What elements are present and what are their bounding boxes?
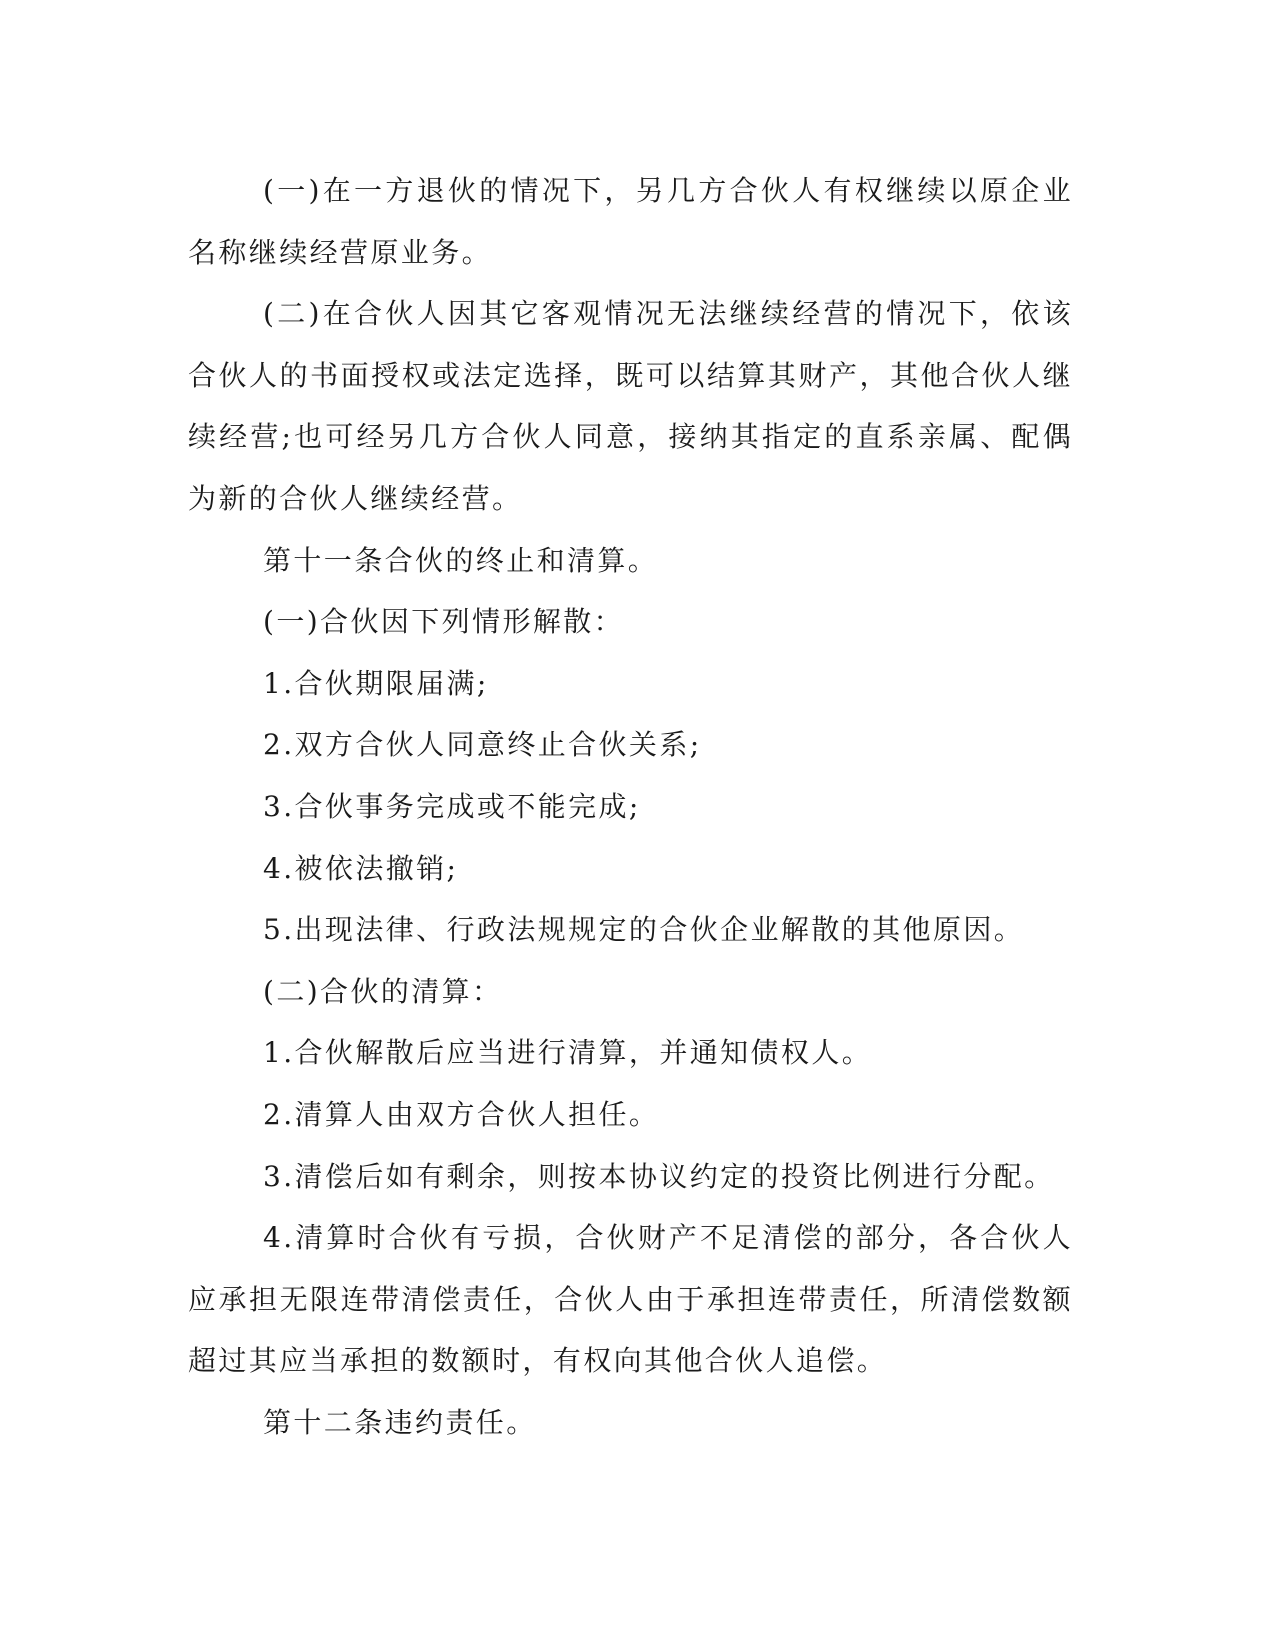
list-item-surplus-distribution: 3.清偿后如有剩余，则按本协议约定的投资比例进行分配。 bbox=[263, 1159, 1055, 1193]
list-item-business-completed: 3.合伙事务完成或不能完成; bbox=[263, 789, 641, 823]
list-item-notify-creditors: 1.合伙解散后应当进行清算，并通知债权人。 bbox=[263, 1036, 873, 1070]
list-item-liquidator: 2.清算人由双方合伙人担任。 bbox=[263, 1097, 660, 1131]
heading-article-11: 第十一条合伙的终止和清算。 bbox=[263, 543, 659, 577]
heading-article-12: 第十二条违约责任。 bbox=[263, 1405, 537, 1439]
paragraph-liquidation: (二)合伙的清算： bbox=[263, 974, 503, 1008]
list-item-revoked: 4.被依法撤销; bbox=[263, 851, 459, 885]
list-item-mutual-termination: 2.双方合伙人同意终止合伙关系; bbox=[263, 728, 702, 762]
paragraph-partner-incapacity: (二)在合伙人因其它客观情况无法继续经营的情况下，依该合伙人的书面授权或法定选择，既可以结算其财产，其他合伙人继续经营;也可经另几方合伙人同意，接纳其指定的直系亲属、配偶为新的合伙人继续经营。 bbox=[188, 297, 1073, 515]
list-item-term-expired: 1.合伙期限届满; bbox=[263, 666, 489, 700]
list-item-other-causes: 5.出现法律、行政法规规定的合伙企业解散的其他原因。 bbox=[263, 913, 1025, 947]
document-body bbox=[188, 160, 1073, 1453]
list-item-loss-liability: 4.清算时合伙有亏损，合伙财产不足清偿的部分，各合伙人应承担无限连带清偿责任，合伙人由于承担连带责任，所清偿数额超过其应当承担的数额时，有权向其他合伙人追偿。 bbox=[188, 1221, 1073, 1378]
paragraph-dissolution-causes: (一)合伙因下列情形解散： bbox=[263, 605, 625, 639]
paragraph-withdrawal-continue: (一)在一方退伙的情况下，另几方合伙人有权继续以原企业名称继续经营原业务。 bbox=[188, 174, 1073, 269]
